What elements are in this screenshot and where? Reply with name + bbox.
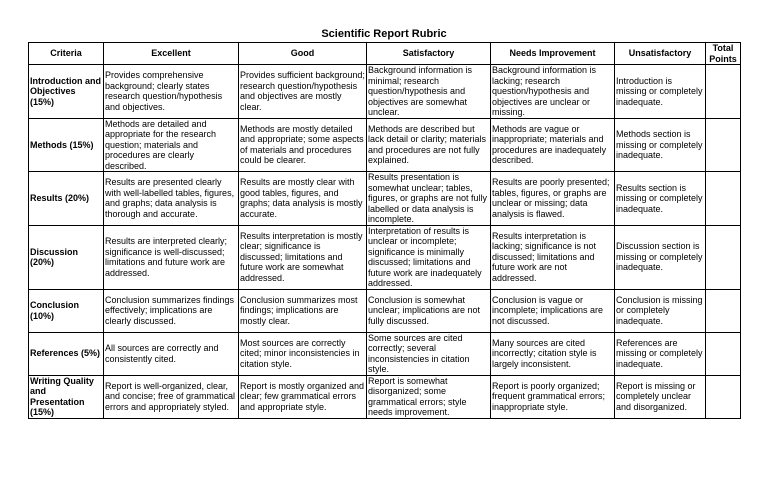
excellent-cell: Report is well-organized, clear, and concise; free of grammatical errors and appropriately styled. [104, 375, 239, 418]
table-row [29, 172, 741, 226]
header-satisfactory: Satisfactory [367, 43, 491, 65]
satisfactory-cell: Conclusion is somewhat unclear; implications are not fully discussed. [367, 289, 491, 332]
total-points-cell [706, 375, 741, 418]
good-cell: Results interpretation is mostly clear; significance is discussed; limitations and future work are somewhat addressed. [239, 225, 367, 289]
unsatisfactory-cell: References are missing or completely inadequate. [615, 332, 706, 375]
header-good: Good [239, 43, 367, 65]
excellent-cell: Conclusion summarizes findings effectively; implications are clearly discussed. [104, 289, 239, 332]
satisfactory-cell: Methods are described but lack detail or clarity; materials and procedures are not fully explained. [367, 118, 491, 172]
good-cell: Most sources are correctly cited; minor inconsistencies in citation style. [239, 332, 367, 375]
criteria-cell: Conclusion (10%) [29, 289, 104, 332]
needs-improvement-cell: Many sources are cited incorrectly; citation style is largely inconsistent. [491, 332, 615, 375]
unsatisfactory-cell: Results section is missing or completely inadequate. [615, 172, 706, 226]
header-excellent: Excellent [104, 43, 239, 65]
needs-improvement-cell: Results interpretation is lacking; significance is not discussed; limitations and future work are not addressed. [491, 225, 615, 289]
table-row [29, 289, 741, 332]
good-cell: Provides sufficient background; research question/hypothesis and objectives are mostly clear. [239, 65, 367, 119]
criteria-cell: Writing Quality and Presentation (15%) [29, 375, 104, 418]
total-points-cell [706, 332, 741, 375]
satisfactory-cell: Results presentation is somewhat unclear; tables, figures, or graphs are not fully labelled or data analysis is incomplete. [367, 172, 491, 226]
header-unsatisfactory: Unsatisfactory [615, 43, 706, 65]
excellent-cell: Provides comprehensive background; clearly states research question/hypothesis and objectives. [104, 65, 239, 119]
header-row [29, 43, 741, 65]
table-row [29, 332, 741, 375]
total-points-cell [706, 289, 741, 332]
total-points-cell [706, 118, 741, 172]
needs-improvement-cell: Conclusion is vague or incomplete; implications are not discussed. [491, 289, 615, 332]
table-row [29, 225, 741, 289]
unsatisfactory-cell: Methods section is missing or completely inadequate. [615, 118, 706, 172]
needs-improvement-cell: Report is poorly organized; frequent grammatical errors; inappropriate style. [491, 375, 615, 418]
satisfactory-cell: Report is somewhat disorganized; some grammatical errors; style needs improvement. [367, 375, 491, 418]
table-row [29, 118, 741, 172]
needs-improvement-cell: Background information is lacking; research question/hypothesis and objectives are unclear or missing. [491, 65, 615, 119]
unsatisfactory-cell: Conclusion is missing or completely inadequate. [615, 289, 706, 332]
good-cell: Methods are mostly detailed and appropriate; some aspects of materials and procedures could be clearer. [239, 118, 367, 172]
unsatisfactory-cell: Report is missing or completely unclear and disorganized. [615, 375, 706, 418]
good-cell: Report is mostly organized and clear; few grammatical errors and appropriate style. [239, 375, 367, 418]
header-total-points: Total Points [706, 43, 741, 65]
table-row [29, 65, 741, 119]
excellent-cell: Results are interpreted clearly; significance is well-discussed; limitations and future work are addressed. [104, 225, 239, 289]
good-cell: Conclusion summarizes most findings; implications are mostly clear. [239, 289, 367, 332]
total-points-cell [706, 225, 741, 289]
rubric-title: Scientific Report Rubric [321, 28, 447, 40]
total-points-cell [706, 172, 741, 226]
satisfactory-cell: Some sources are cited correctly; several inconsistencies in citation style. [367, 332, 491, 375]
satisfactory-cell: Interpretation of results is unclear or incomplete; significance is minimally discussed; limitations and future work are inadequately addressed. [367, 225, 491, 289]
criteria-cell: Results (20%) [29, 172, 104, 226]
satisfactory-cell: Background information is minimal; research question/hypothesis and objectives are somewhat unclear. [367, 65, 491, 119]
table-row [29, 375, 741, 418]
unsatisfactory-cell: Discussion section is missing or completely inadequate. [615, 225, 706, 289]
rubric-table [28, 42, 741, 419]
good-cell: Results are mostly clear with good tables, figures, and graphs; data analysis is mostly accurate. [239, 172, 367, 226]
unsatisfactory-cell: Introduction is missing or completely inadequate. [615, 65, 706, 119]
header-needs-improvement: Needs Improvement [491, 43, 615, 65]
excellent-cell: Methods are detailed and appropriate for the research question; materials and procedures are clearly described. [104, 118, 239, 172]
excellent-cell: Results are presented clearly with well-labelled tables, figures, and graphs; data analysis is thorough and accurate. [104, 172, 239, 226]
criteria-cell: References (5%) [29, 332, 104, 375]
criteria-cell: Introduction and Objectives (15%) [29, 65, 104, 119]
criteria-cell: Methods (15%) [29, 118, 104, 172]
excellent-cell: All sources are correctly and consistently cited. [104, 332, 239, 375]
needs-improvement-cell: Results are poorly presented; tables, figures, or graphs are unclear or missing; data analysis is flawed. [491, 172, 615, 226]
criteria-cell: Discussion (20%) [29, 225, 104, 289]
needs-improvement-cell: Methods are vague or inappropriate; materials and procedures are inadequately described. [491, 118, 615, 172]
total-points-cell [706, 65, 741, 119]
header-criteria: Criteria [29, 43, 104, 65]
